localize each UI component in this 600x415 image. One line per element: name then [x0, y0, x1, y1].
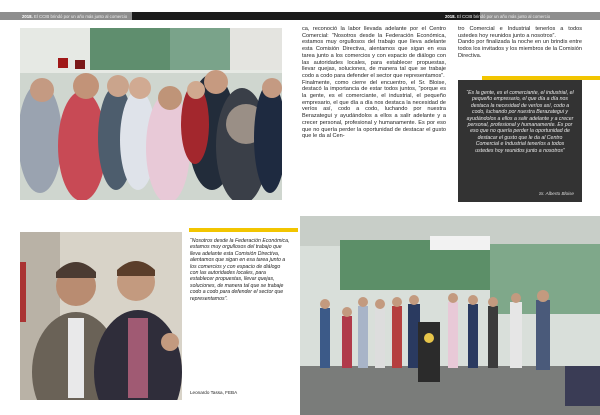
article-column-1: ca, reconoció la labor llevada adelante por el Centro Comercial: “Nosotros desde la Federación Económica, estamos muy orgullosos del trabajo que lleva adelante esta Comisión Directiva, alentamos que sigan en esa tarea junto a los comercios y con espacio de diálogo con las autoridades locales, para establecer propuestas, llevar quejas, soluciones, de manera tal que se trabaje codo a codo para defender el sector que representamos”. Finalmente, como cierre del encuentro, el Sr. Bloise, destacó la importancia de estar todos juntos, “porque es la gente, es el comerciante, el industrial, el pequeño empresario, el que día a día nos destaca la necesidad de veríos así, codo a codo, luchando por nuestra Berazategui y ayudándolos a ellos a salir adelante y a crecer personal, profesional y humanamente. Es por eso que no quería perder la oportunidad de destacar el gusto que le da al Cen- — [302, 26, 446, 140]
bottom-quote-accent — [189, 228, 298, 232]
two-men-photo — [20, 232, 182, 400]
group-stage-image — [300, 216, 600, 415]
header-bar-left-dark — [132, 12, 300, 20]
group-stage-photo — [300, 216, 600, 415]
bottom-quote-author: Leonardo Tassa, FEBA — [190, 390, 238, 395]
bottom-quote-text: “Nosotros desde la Federación Económica, estamos muy orgullosos del trabajo que lleva adelante esta Comisión Directiva, alentamos que sigan en esa tarea junto a los comercios y con espacio de diálogo con las autoridades locales, para establecer propuestas, llevar quejas, soluciones, de manera tal que se trabaje codo a codo para defender el sector que representamos”. — [190, 238, 290, 302]
running-header-right-year: 2018. — [445, 13, 456, 19]
running-header-right-text: El CCIB brindó por un año más junto al comercio — [456, 13, 551, 19]
quote-box — [458, 80, 582, 202]
quote-box-text: “Es la gente, es el comerciante, el industrial, el pequeño empresario, el que día a día nos destaca la necesidad de veríos así, codo a codo, luchando por nuestra Berazategui y ayudándolos a ellos a salir adelante y a crecer personal, profesional y humanamente. Es por eso que no quería perder la oportunidad de destacar el gusto que le da al Centro Comercial e Industrial tenerlos a todos ustedes hoy reunidos junto a nosotros” — [466, 90, 574, 154]
running-header-left-text: El CCIB brindó por un año más junto al comercio — [33, 13, 128, 19]
two-men-image — [20, 232, 182, 400]
running-header-left — [22, 14, 127, 19]
running-header-right — [445, 14, 550, 19]
event-crowd-photo — [20, 28, 282, 200]
article-column-2: tro Comercial e Industrial tenerlos a todos ustedes hoy reunidos junto a nosotros”. Dando por finalizada la noche en un brindis entre todos los invitados y los miembros de la Comisión Directiva. — [458, 26, 582, 59]
running-header-left-year: 2018. — [22, 13, 33, 19]
event-crowd-image — [20, 28, 282, 200]
quote-box-author: Sr. Alberto Bloise — [538, 191, 574, 196]
